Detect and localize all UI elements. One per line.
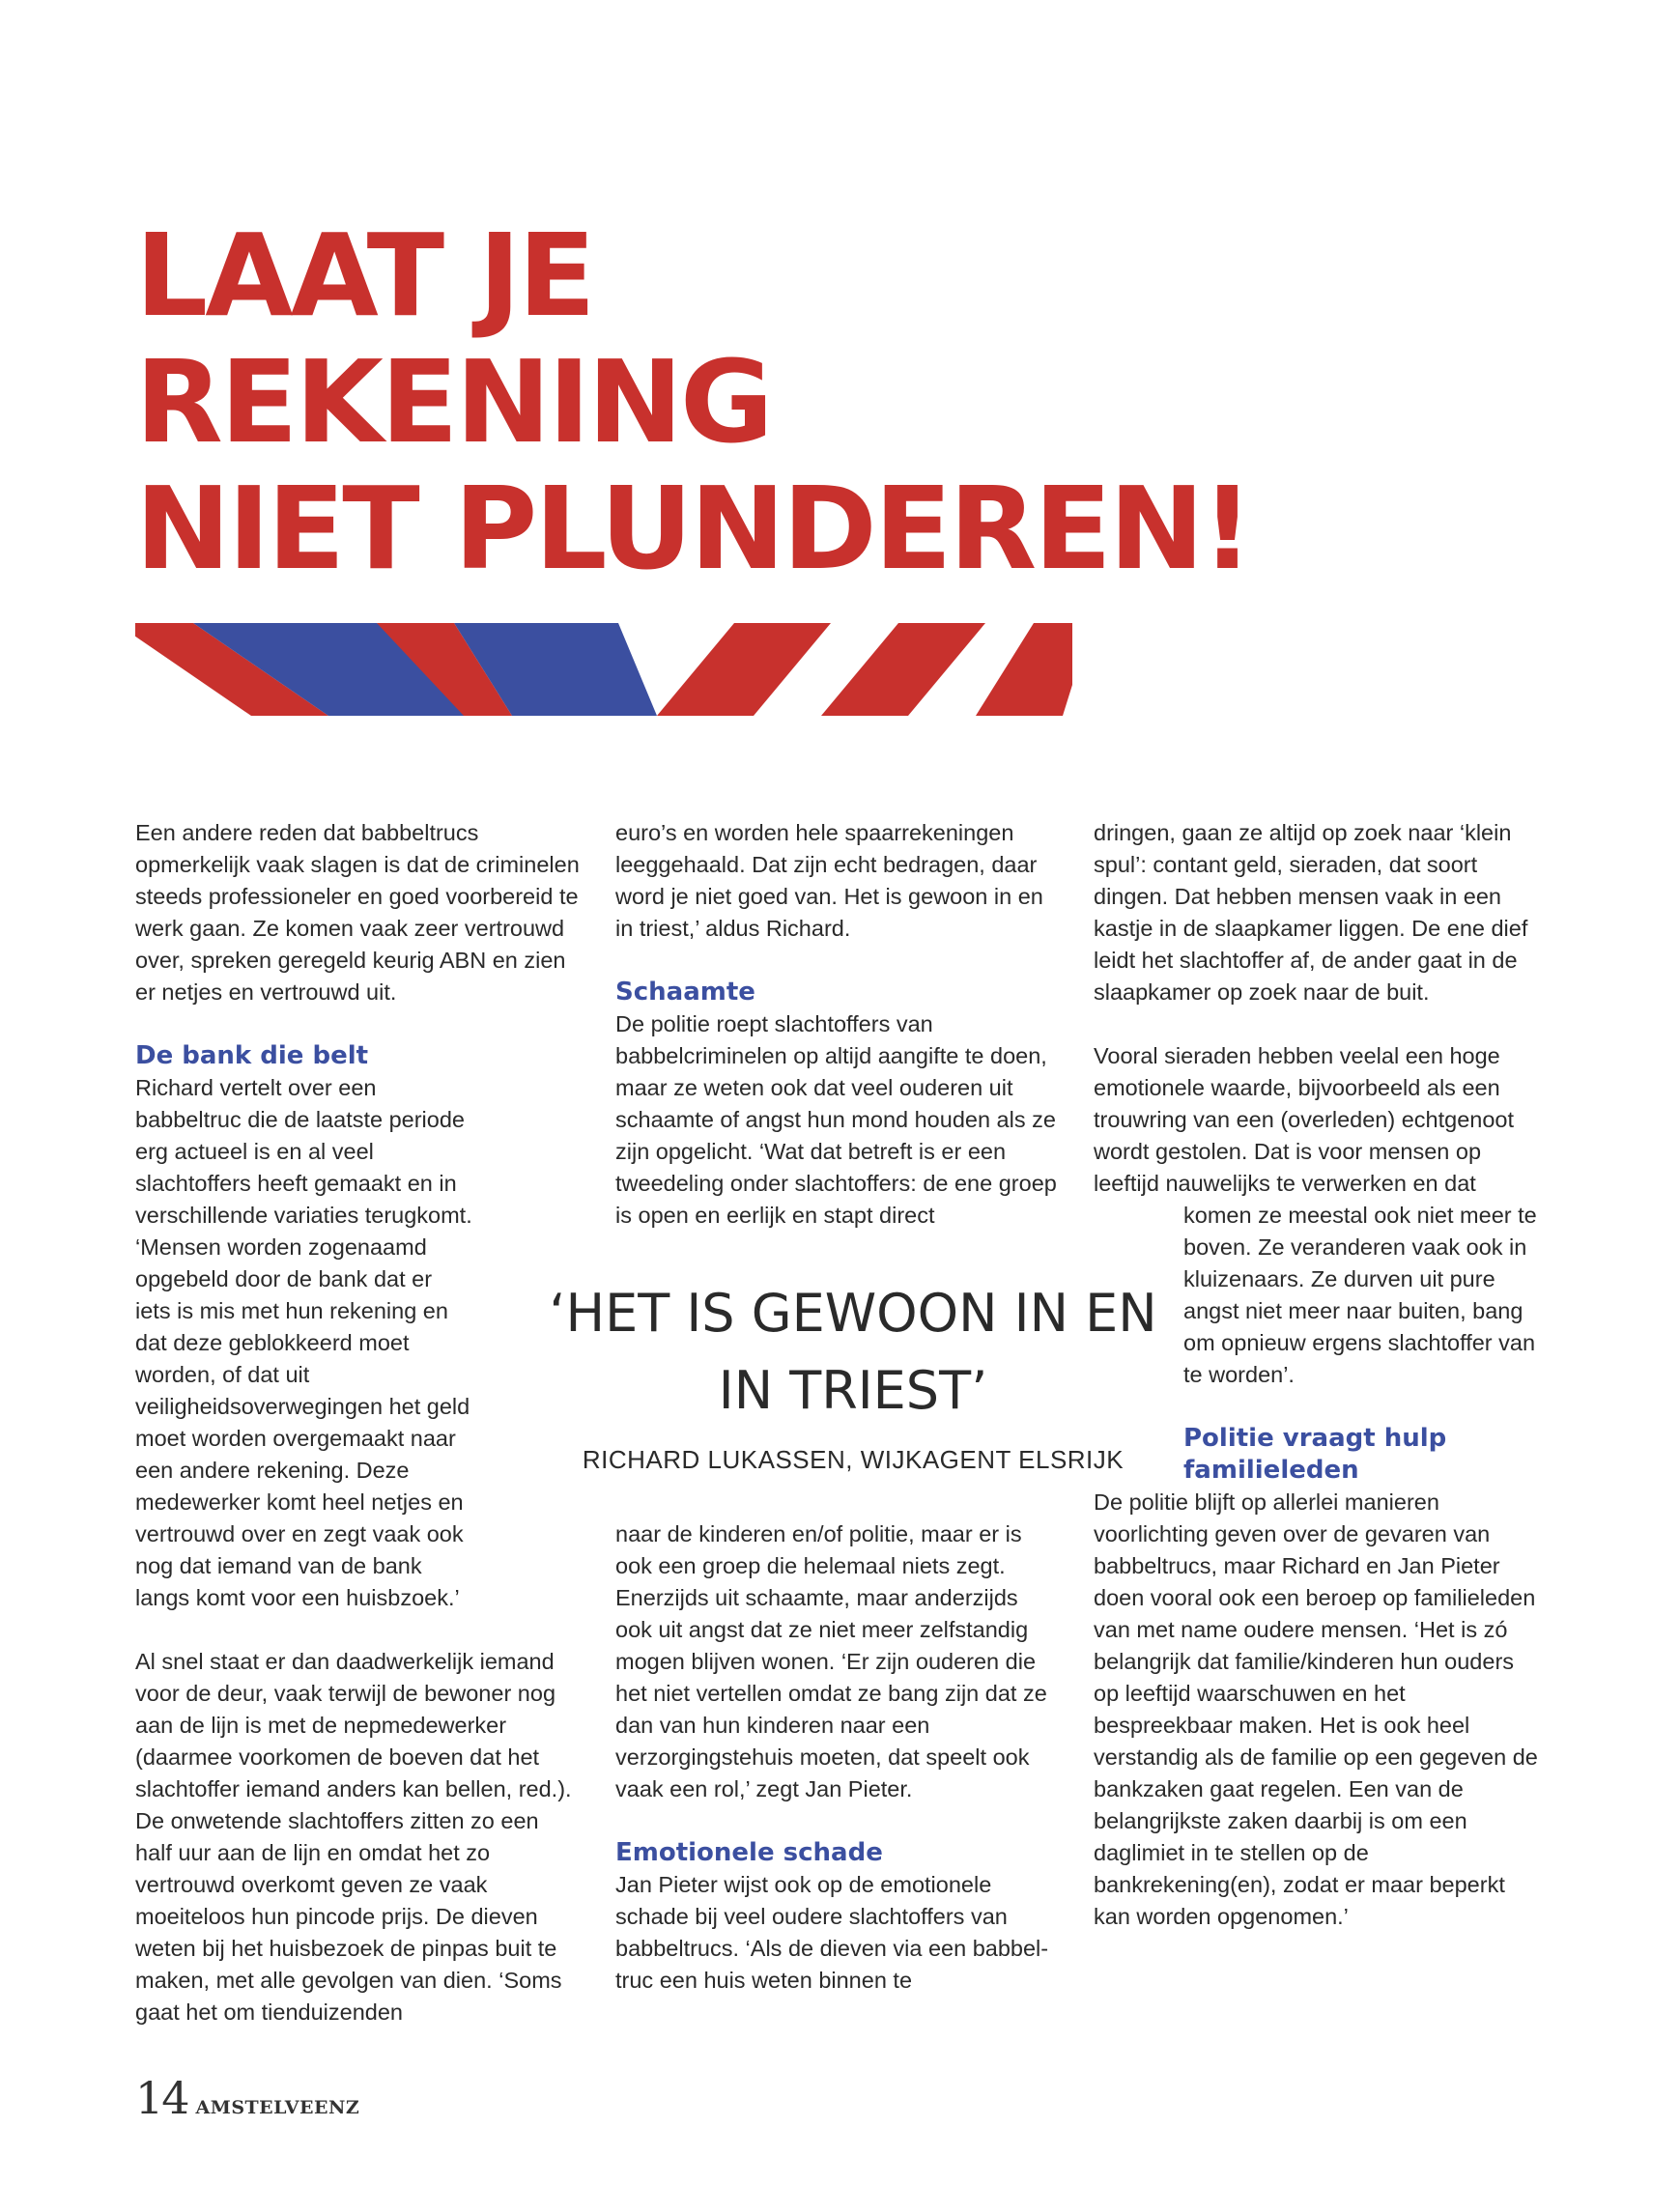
column-3: [1094, 817, 1543, 1933]
paragraph: dringen, gaan ze altijd op zoek naar ‘klein spul’: contant geld, sieraden, dat soort dingen. Dat hebben mensen vaak in een kastje in de slaapkamer liggen. De ene dief leidt het slachtoffer af, de ander gaat in de slaapkamer op zoek naar de buit.: [1094, 820, 1528, 1005]
stripe-red: [821, 623, 985, 716]
section-heading-emotionele-schade: Emotionele schade: [615, 1838, 883, 1867]
section-heading-politie: Politie vraagt hulp familieleden: [1183, 1424, 1447, 1485]
paragraph: De politie roept slachtoffers van babbelcriminelen op altijd aangifte te doen, maar ze weten ook dat veel ouderen uit schaamte of angst hun mond houden als ze zijn opgelicht. ‘Wat dat betreft is er een tweedeling onder slachtoffers: de ene groep is open en eerlijk en stapt direct: [615, 1011, 1057, 1228]
column-2-top: [615, 817, 1060, 1232]
magazine-logo: AMSTELVEENZ: [195, 2097, 360, 2118]
stripe-red: [657, 623, 831, 716]
column-2-bottom: [615, 1518, 1060, 1997]
paragraph: komen ze meestal ook niet meer te boven. Ze veranderen vaak ook in kluizenaars. Ze durven uit pure angst niet meer naar buiten, bang om opnieuw ergens slachtoffer van te worden’.: [1183, 1203, 1537, 1387]
pull-quote-line-1: ‘HET IS GEWOON IN EN: [549, 1283, 1157, 1344]
paragraph: Een andere reden dat babbeltrucs opmerkelijk vaak slagen is dat de criminelen steeds professioneler en goed voorbereid te werk gaan. Ze komen vaak zeer vertrouwd over, spreken geregeld keurig ABN en zien er netjes en vertrouwd uit.: [135, 820, 580, 1005]
stripe-red: [976, 623, 1072, 716]
paragraph: euro’s en worden hele spaarrekeningen leeggehaald. Dat zijn echt bedragen, daar word je niet goed van. Het is gewoon in en in triest,’ aldus Richard.: [615, 820, 1043, 941]
paragraph: Richard vertelt over een babbeltruc die de laatste periode erg actueel is en al veel slachtoffers heeft gemaakt en in verschillende variaties terugkomt. ‘Mensen worden zogenaamd opgebeld door de bank dat er iets is mis met hun rekening en dat deze geblokkeerd moet worden, of dat uit veiligheidsoverwegingen het geld moet worden overgemaakt naar een andere rekening. Deze medewerker komt heel netjes en vertrouwd over en zegt vaak ook nog dat iemand van de bank langs komt voor een huisbzoek.’: [135, 1075, 472, 1610]
headline-line-2: REKENING: [135, 335, 771, 468]
paragraph: De politie blijft op allerlei manieren voorlichting geven over de gevaren van babbeltrucs, maar Richard en Jan Pieter doen vooral ook een beroep op familieleden van met name oudere mensen. ‘Het is zó belangrijk dat familie/kinderen hun ouders op leeftijd waarschuwen en het bespreekbaar maken. Het is ook heel verstandig als de familie op een gegeven de bankzaken gaat regelen. Een van de belangrijkste zaken daarbij is om een daglimiet in te stellen op de bankrekening(en), zodat er maar beperkt kan worden opgenomen.’: [1094, 1489, 1538, 1929]
headline: [135, 209, 1251, 595]
decorative-stripe-banner: [135, 623, 1072, 716]
section-heading-schaamte: Schaamte: [615, 978, 755, 1007]
page-footer: [135, 2072, 359, 2124]
pull-quote-attribution: RICHARD LUKASSEN, WIJKAGENT ELSRIJK: [582, 1445, 1125, 1474]
paragraph: Vooral sieraden hebben veelal een hoge emotionele waarde, bijvoorbeeld als een trouwring van een (overleden) echtgenoot wordt gestolen. Dat is voor mensen op leeftijd nauwelijks te verwerken en dat: [1094, 1043, 1515, 1196]
section-heading-bank: De bank die belt: [135, 1041, 369, 1070]
paragraph: Jan Pieter wijst ook op de emotionele schade bij veel oudere slachtoffers van babbeltrucs. ‘Als de dieven via een babbel-truc een huis weten binnen te: [615, 1872, 1049, 1993]
headline-line-3: NIET PLUNDEREN!: [135, 462, 1251, 595]
headline-line-1: LAAT JE: [135, 209, 593, 342]
paragraph: naar de kinderen en/of politie, maar er is ook een groep die helemaal niets zegt. Enerzijds uit schaamte, maar anderzijds ook uit angst dat ze niet meer zelfstandig mogen blijven wonen. ‘Er zijn ouderen die het niet vertellen omdat ze bang zijn dat ze dan van hun kinderen naar een verzorgingstehuis moeten, dat speelt ook vaak een rol,’ zegt Jan Pieter.: [615, 1521, 1047, 1801]
pull-quote-line-2: IN TRIEST’: [718, 1360, 988, 1421]
page-number: 14: [135, 2072, 188, 2124]
paragraph: Al snel staat er dan daadwerkelijk iemand voor de deur, vaak terwijl de bewoner nog aan de lijn is met de nepmedewerker (daarmee voorkomen de boeven dat het slachtoffer iemand anders kan bellen, red.). De onwetende slachtoffers zitten zo een half uur aan de lijn en omdat het zo vertrouwd overkomt geven ze vaak moeiteloos hun pincode prijs. De dieven weten bij het huisbezoek de pinpas buit te maken, met alle gevolgen van dien. ‘Soms gaat het om tienduizenden: [135, 1649, 572, 2025]
